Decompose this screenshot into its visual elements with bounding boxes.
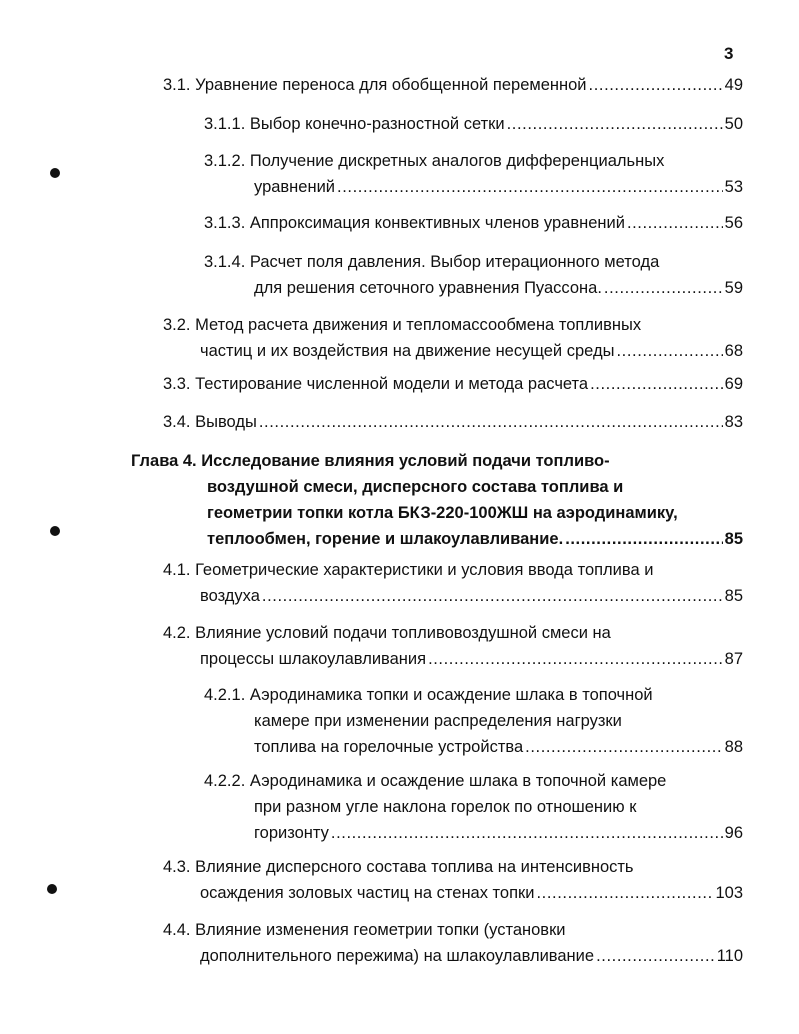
toc-entry: [204, 682, 743, 760]
toc-entry-title: 3.1.4. Расчет поля давления. Выбор итерационного метода: [204, 253, 660, 271]
toc-chapter-title-cont: геометрии топки котла БКЗ-220-100ЖШ на аэродинамику,: [207, 504, 678, 522]
toc-entry-title-cont: для решения сеточного уравнения Пуассона.: [254, 279, 602, 297]
toc-entry-page: 68: [724, 342, 743, 360]
toc-entry-title-cont: горизонту: [254, 824, 329, 842]
toc-entry-title-cont: частиц и их воздействия на движение несущей среды: [200, 342, 615, 360]
toc-entry-page: 85: [724, 587, 743, 605]
toc-leader-dots: [337, 174, 723, 200]
toc-entry-page: 88: [724, 738, 743, 756]
toc-chapter-entry: [131, 448, 743, 552]
toc-leader-dots: [331, 820, 723, 846]
toc-entry-page: 69: [724, 375, 743, 393]
toc-leader-dots: [565, 526, 722, 552]
page-number: 3: [724, 44, 734, 63]
toc-entry-page: 96: [724, 824, 743, 842]
toc-entry-title-cont: процессы шлакоулавливания: [200, 650, 427, 668]
toc-entry: [163, 854, 743, 906]
toc-entry-title: 4.2.2. Аэродинамика и осаждение шлака в топочной камере: [204, 772, 667, 790]
toc-leader-dots: [507, 111, 723, 137]
toc-leader-dots: [596, 943, 715, 969]
toc-entry: [204, 111, 743, 137]
toc-entry-title: 3.1. Уравнение переноса для обобщенной переменной: [163, 76, 587, 94]
toc-entry-title: 4.1. Геометрические характеристики и условия ввода топлива и: [163, 561, 654, 579]
toc-entry-page: 49: [724, 76, 743, 94]
toc-entry: [163, 557, 743, 609]
toc-leader-dots: [627, 210, 723, 236]
toc-leader-dots: [604, 275, 723, 301]
toc-entry-title-cont: камере при изменении распределения нагрузки: [254, 712, 622, 730]
toc-entry-page: 103: [715, 884, 743, 902]
toc-leader-dots: [536, 880, 713, 906]
toc-entry-title: 3.1.3. Аппроксимация конвективных членов уравнений: [204, 214, 625, 232]
toc-entry: [204, 768, 743, 846]
toc-entry-title: 3.1.1. Выбор конечно-разностной сетки: [204, 115, 505, 133]
toc-entry-page: 56: [724, 214, 743, 232]
toc-leader-dots: [616, 338, 722, 364]
toc-entry-title-cont: при разном угле наклона горелок по отношению к: [254, 798, 637, 816]
toc-entry-page: 83: [724, 413, 743, 431]
toc-chapter-title: Глава 4. Исследование влияния условий подачи топливо-: [131, 452, 610, 470]
toc-entry-title: 4.2.1. Аэродинамика топки и осаждение шлака в топочной: [204, 686, 653, 704]
toc-entry: [204, 148, 743, 200]
punch-hole-mark: [50, 526, 60, 536]
toc-entry: [204, 249, 743, 301]
toc-entry: [163, 371, 743, 397]
toc-entry-title: 3.2. Метод расчета движения и тепломассообмена топливных: [163, 316, 642, 334]
punch-hole-mark: [47, 884, 57, 894]
toc-leader-dots: [589, 72, 723, 98]
toc-leader-dots: [262, 583, 723, 609]
toc-entry-title: 3.3. Тестирование численной модели и метода расчета: [163, 375, 589, 393]
toc-entry: [204, 210, 743, 236]
toc-entry-title: 3.4. Выводы: [163, 413, 257, 431]
toc-entry-page: 50: [724, 115, 743, 133]
toc-leader-dots: [590, 371, 723, 397]
toc-entry-title: 4.3. Влияние дисперсного состава топлива на интенсивность: [163, 858, 634, 876]
toc-chapter-title-cont: теплообмен, горение и шлакоулавливание.: [207, 530, 564, 548]
toc-entry: [163, 72, 743, 98]
toc-entry-title-cont: осаждения золовых частиц на стенах топки: [200, 884, 535, 902]
toc-entry-title-cont: воздуха: [200, 587, 260, 605]
toc-entry-title-cont: дополнительного пережима) на шлакоулавливание: [200, 947, 595, 965]
toc-entry-title: 4.2. Влияние условий подачи топливовоздушной смеси на: [163, 624, 611, 642]
punch-hole-mark: [50, 168, 60, 178]
toc-entry-page: 59: [724, 279, 743, 297]
toc-entry-page: 87: [724, 650, 743, 668]
toc-leader-dots: [525, 734, 723, 760]
toc-leader-dots: [259, 409, 723, 435]
toc-entry-title: 4.4. Влияние изменения геометрии топки (установки: [163, 921, 566, 939]
toc-entry: [163, 409, 743, 435]
toc-entry-page: 85: [724, 530, 743, 548]
toc-leader-dots: [428, 646, 723, 672]
toc-entry-title-cont: топлива на горелочные устройства: [254, 738, 524, 756]
toc-chapter-title-cont: воздушной смеси, дисперсного состава топлива и: [207, 478, 624, 496]
toc-entry: [163, 917, 743, 969]
toc-entry: [163, 620, 743, 672]
toc-entry-page: 53: [724, 178, 743, 196]
toc-entry-page: 110: [716, 947, 743, 965]
toc-entry: [163, 312, 743, 364]
toc-entry-title: 3.1.2. Получение дискретных аналогов дифференциальных: [204, 152, 665, 170]
toc-entry-title-cont: уравнений: [254, 178, 336, 196]
